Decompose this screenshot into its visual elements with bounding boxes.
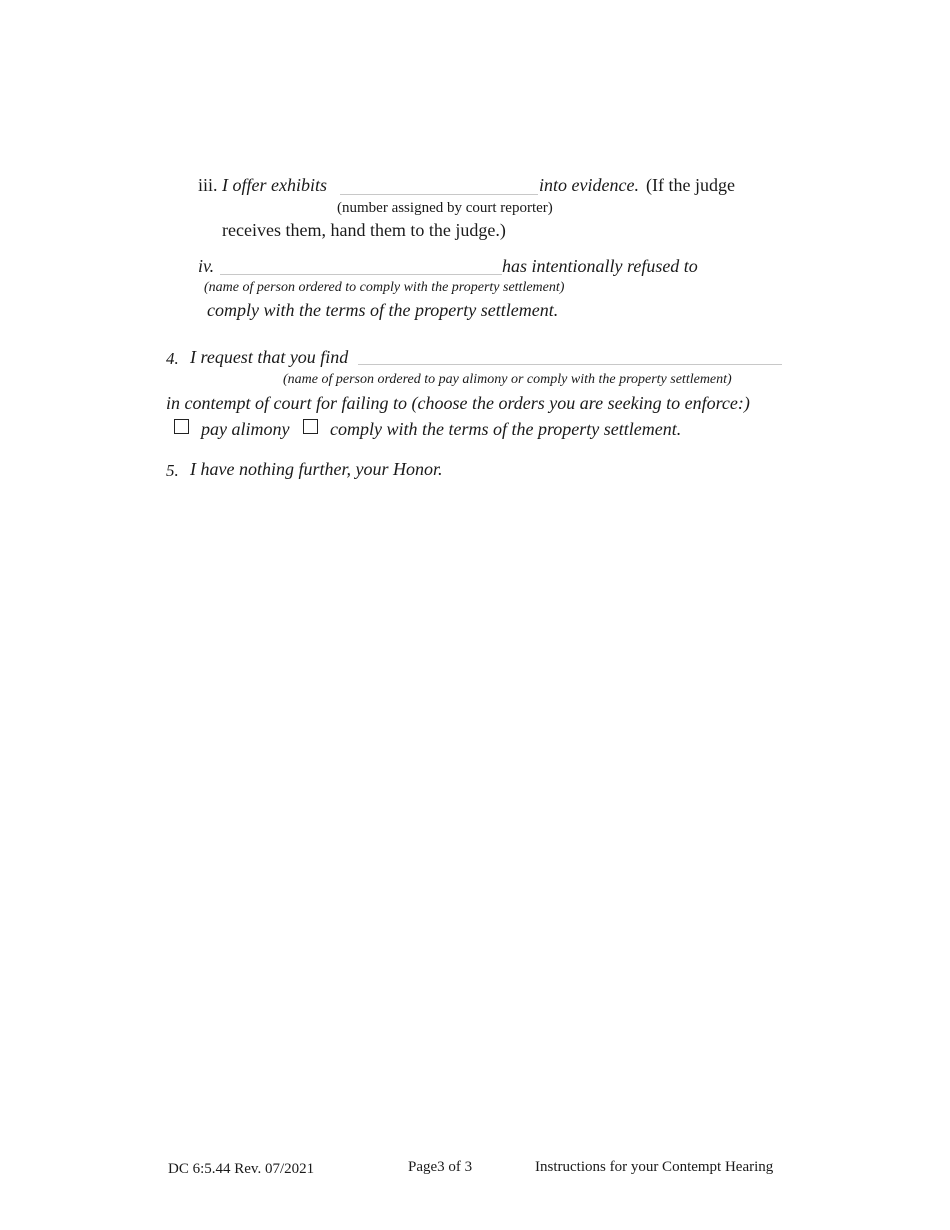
item-iii-caption: (number assigned by court reporter) <box>337 200 553 216</box>
footer-page-number: Page3 of 3 <box>408 1159 473 1175</box>
item-iv-text-b: comply with the terms of the property settlement. <box>207 300 559 320</box>
property-settlement-checkbox[interactable] <box>303 419 318 434</box>
pay-alimony-label: pay alimony <box>201 419 290 439</box>
person-name-field[interactable] <box>220 274 502 275</box>
item-iii-text-d: receives them, hand them to the judge.) <box>222 220 506 240</box>
item-4-number: 4. <box>166 349 179 368</box>
item-4-caption: (name of person ordered to pay alimony or comply with the property settlement) <box>283 372 732 387</box>
item-4-text-a: I request that you find <box>190 347 349 367</box>
item-iii-text-b: into evidence. <box>539 175 639 195</box>
item-iii-text-c: (If the judge <box>646 175 735 195</box>
item-iv-text-a: has intentionally refused to <box>502 256 698 276</box>
item-iv-caption: (name of person ordered to comply with the property settlement) <box>204 280 565 295</box>
property-settlement-label: comply with the terms of the property settlement. <box>330 419 682 439</box>
footer-form-id: DC 6:5.44 Rev. 07/2021 <box>168 1161 315 1177</box>
item-iii-numeral: iii. <box>198 175 218 195</box>
pay-alimony-checkbox[interactable] <box>174 419 189 434</box>
contempt-person-name-field[interactable] <box>358 364 782 365</box>
item-4-text-b: in contempt of court for failing to (choose the orders you are seeking to enforce:) <box>166 393 750 413</box>
item-iv-numeral: iv. <box>198 256 215 276</box>
item-iii-text-a: I offer exhibits <box>222 175 327 195</box>
footer-title: Instructions for your Contempt Hearing <box>535 1159 774 1175</box>
item-5-number: 5. <box>166 461 179 480</box>
exhibits-number-field[interactable] <box>340 194 538 195</box>
item-5-text: I have nothing further, your Honor. <box>190 459 443 479</box>
